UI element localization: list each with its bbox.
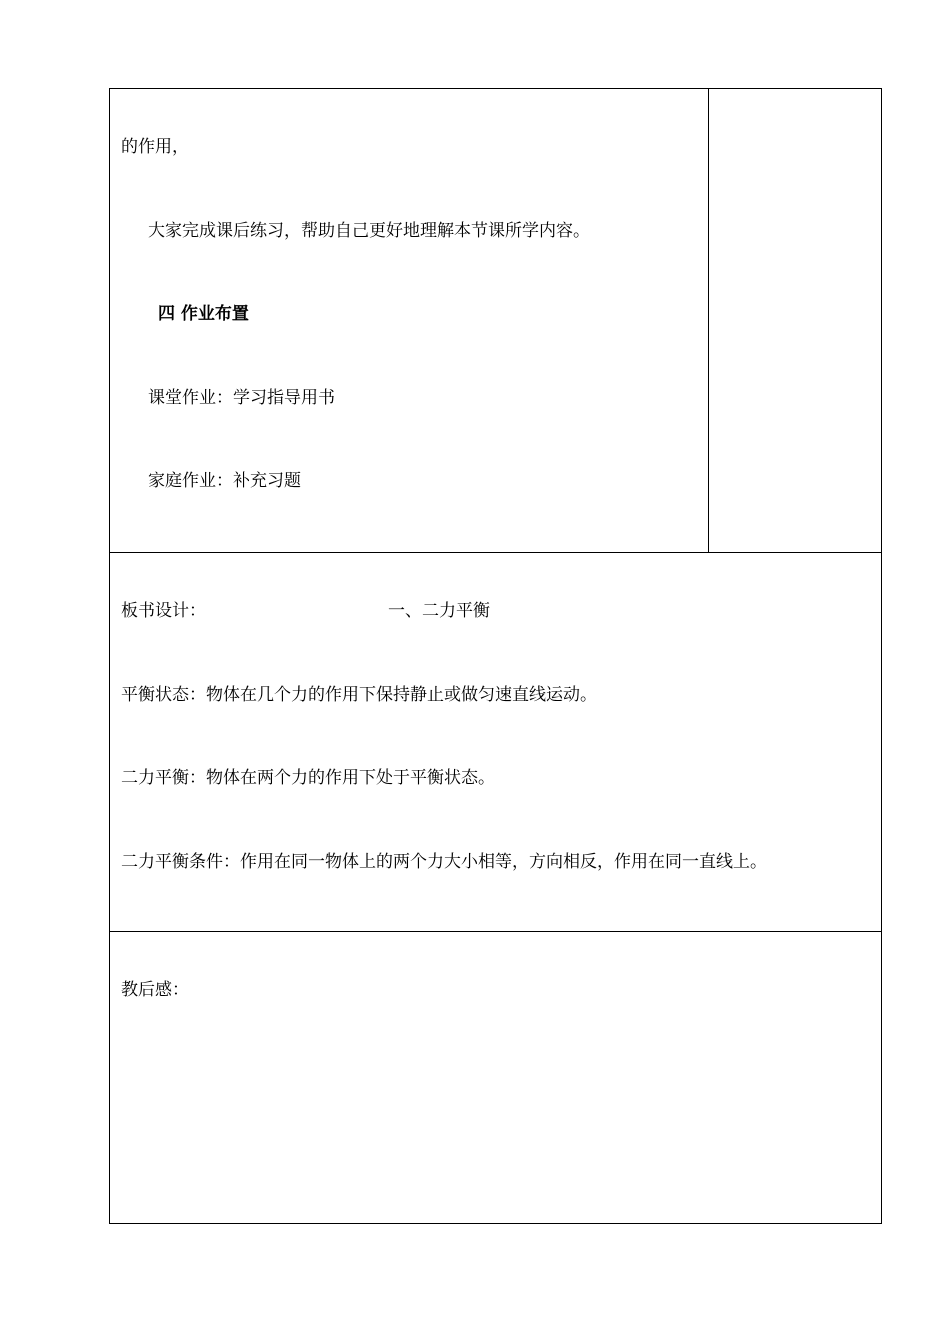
classwork-text: 课堂作业：学习指导用书 <box>148 388 335 408</box>
board-design-line: 平衡状态：物体在几个力的作用下保持静止或做匀速直线运动。 <box>121 685 597 705</box>
board-design-line: 二力平衡条件：作用在同一物体上的两个力大小相等，方向相反，作用在同一直线上。 <box>121 852 767 872</box>
row-divider-1 <box>110 552 881 553</box>
homework-heading: 四 作业布置 <box>158 304 249 324</box>
lesson-text-line: 大家完成课后练习，帮助自己更好地理解本节课所学内容。 <box>148 221 590 241</box>
row-divider-2 <box>110 931 881 932</box>
top-row-column-divider <box>708 89 709 552</box>
homework-text: 家庭作业：补充习题 <box>148 471 301 491</box>
reflection-label: 教后感： <box>121 980 189 1000</box>
board-design-title: 一、二力平衡 <box>388 601 490 621</box>
board-design-label: 板书设计： <box>121 601 206 621</box>
lesson-text-line: 的作用， <box>121 137 189 157</box>
lesson-plan-table <box>109 88 882 1224</box>
board-design-line: 二力平衡：物体在两个力的作用下处于平衡状态。 <box>121 768 495 788</box>
